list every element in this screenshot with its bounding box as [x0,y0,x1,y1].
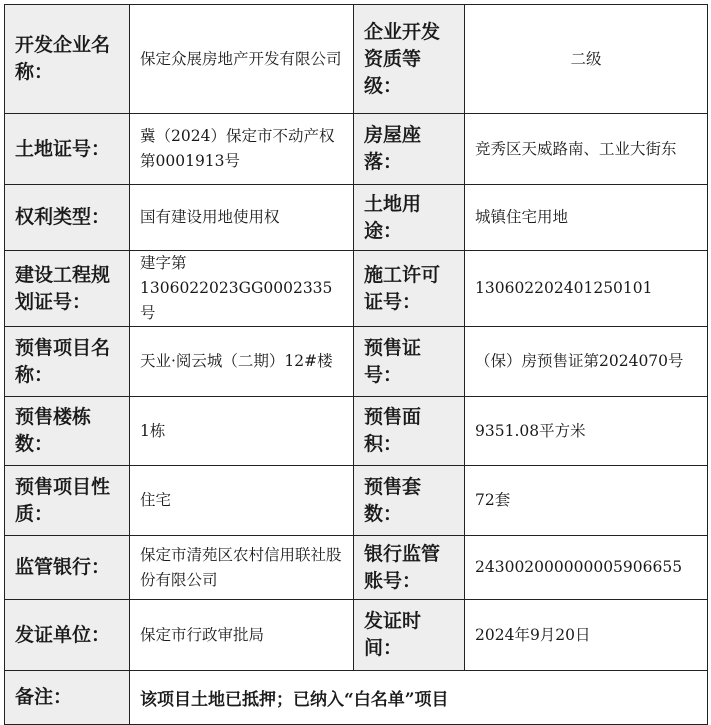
location-label: 房屋座落： [354,114,465,185]
table-row [5,536,708,600]
construction-permit-value: 130602202401250101 [465,251,708,327]
presale-area-label: 预售面积： [354,397,465,466]
planning-permit-label: 建设工程规划证号： [5,251,130,327]
table-row [5,671,708,725]
presale-permit-table [4,4,708,725]
table-row [5,185,708,251]
land-cert-label: 土地证号： [5,114,130,185]
building-count-value: 1栋 [130,397,354,466]
construction-permit-label: 施工许可证号： [354,251,465,327]
remarks-label: 备注： [5,671,130,725]
table-row [5,5,708,114]
supervising-bank-label: 监管银行： [5,536,130,600]
presale-area-value: 9351.08平方米 [465,397,708,466]
right-type-label: 权利类型： [5,185,130,251]
table-row [5,600,708,671]
right-type-value: 国有建设用地使用权 [130,185,354,251]
issuing-authority-value: 保定市行政审批局 [130,600,354,671]
qualification-value: 二级 [465,5,708,114]
location-value: 竞秀区天威路南、工业大街东 [465,114,708,185]
building-count-label: 预售楼栋数： [5,397,130,466]
qualification-label: 企业开发资质等级： [354,5,465,114]
issuing-authority-label: 发证单位： [5,600,130,671]
table-row [5,327,708,397]
developer-name-value: 保定众展房地产开发有限公司 [130,5,354,114]
supervising-bank-value: 保定市清苑区农村信用联社股份有限公司 [130,536,354,600]
land-use-value: 城镇住宅用地 [465,185,708,251]
planning-permit-value: 建字第1306022023GG0002335号 [130,251,354,327]
issue-date-value: 2024年9月20日 [465,600,708,671]
table-row [5,251,708,327]
presale-cert-label: 预售证号： [354,327,465,397]
table-row [5,466,708,536]
developer-name-label: 开发企业名称： [5,5,130,114]
unit-count-value: 72套 [465,466,708,536]
table-row [5,397,708,466]
presale-cert-value: （保）房预售证第2024070号 [465,327,708,397]
issue-date-label: 发证时间： [354,600,465,671]
project-name-value: 天业·阅云城（二期）12#楼 [130,327,354,397]
land-cert-value: 冀（2024）保定市不动产权第0001913号 [130,114,354,185]
remarks-value: 该项目土地已抵押；已纳入“白名单”项目 [130,671,708,725]
bank-account-label: 银行监管账号： [354,536,465,600]
land-use-label: 土地用途： [354,185,465,251]
project-name-label: 预售项目名称： [5,327,130,397]
bank-account-value: 243002000000005906655 [465,536,708,600]
project-nature-label: 预售项目性质： [5,466,130,536]
project-nature-value: 住宅 [130,466,354,536]
table-row [5,114,708,185]
unit-count-label: 预售套数： [354,466,465,536]
